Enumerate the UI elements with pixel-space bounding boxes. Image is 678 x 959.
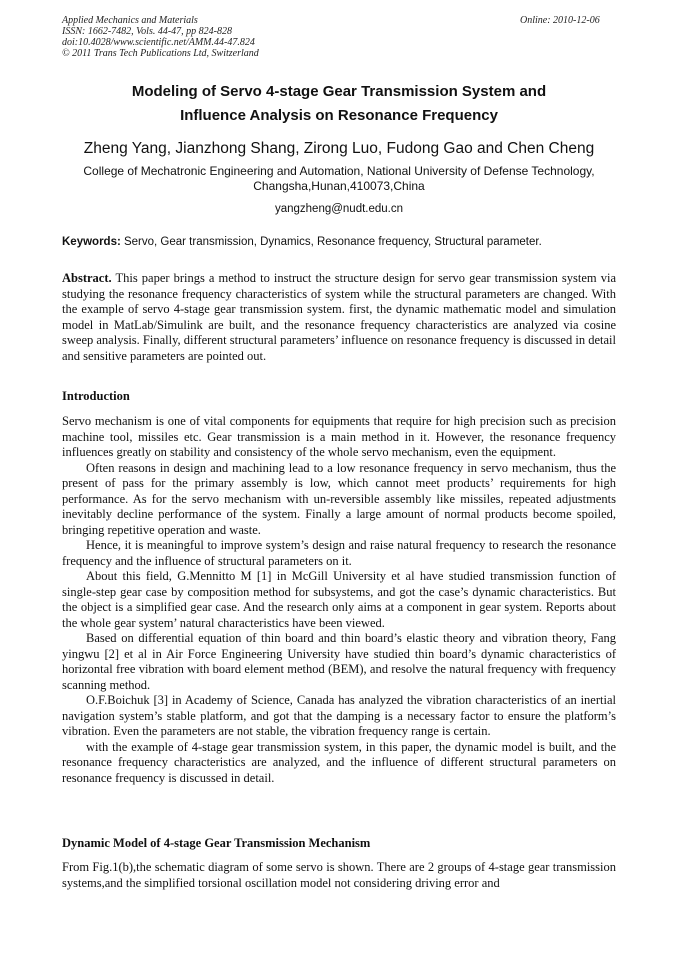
journal-header xyxy=(62,15,259,59)
intro-paragraph: Hence, it is meaningful to improve system’s design and raise natural frequency to research the resonance frequency and the influence of structural parameters on it. xyxy=(62,538,616,568)
affiliation-line-1: College of Mechatronic Engineering and Automation, National University of Defense Technology, xyxy=(83,164,595,178)
affiliation xyxy=(62,164,616,194)
issn-line: ISSN: 1662-7482, Vols. 44-47, pp 824-828 xyxy=(62,26,232,37)
author-list: Zheng Yang, Jianzhong Shang, Zirong Luo, Fudong Gao and Chen Cheng xyxy=(83,140,595,157)
dynamic-model-paragraph: From Fig.1(b),the schematic diagram of some servo is shown. There are 2 groups of 4-stage gear transmission systems,and the simplified torsional oscillation model not considering driving error and xyxy=(62,860,616,890)
dynamic-model-heading: Dynamic Model of 4-stage Gear Transmission Mechanism xyxy=(62,836,371,850)
intro-paragraph: About this field, G.Mennitto M [1] in McGill University et al have studied transmission function of single-step gear case by composition method for subsystems, and got the case’s dynamic characteristics. But the object is a simplified gear case. And the research only aims at a component in gear system. Reports about the whole gear system’ natural characteristics have been viewed. xyxy=(62,569,616,630)
keywords-label: Keywords: xyxy=(62,236,121,248)
introduction-body xyxy=(62,414,616,786)
abstract-label: Abstract. xyxy=(62,271,112,285)
abstract xyxy=(62,271,616,364)
doi-line: doi:10.4028/www.scientific.net/AMM.44-47.824 xyxy=(62,37,255,48)
copyright-line: © 2011 Trans Tech Publications Ltd, Switzerland xyxy=(62,48,259,59)
affiliation-line-2: Changsha,Hunan,410073,China xyxy=(253,179,425,193)
abstract-text: This paper brings a method to instruct the structure design for servo gear transmission system via studying the resonance frequency characteristics of system while the structural parameters are changed. With the example of servo 4-stage gear transmission system. first, the dynamic mathematic model and simulation model in MatLab/Simulink are built, and the resonance frequency characteristics are analyzed via cosine sweep analysis. Finally, different structural parameters’ influence on resonance frequency is discussed in detail and sensitive parameters are pointed out. xyxy=(62,271,616,363)
paper-title xyxy=(62,80,616,128)
title-line-2: Influence Analysis on Resonance Frequency xyxy=(180,107,498,124)
journal-name: Applied Mechanics and Materials xyxy=(62,15,198,26)
intro-paragraph: O.F.Boichuk [3] in Academy of Science, Canada has analyzed the vibration characteristics of an inertial navigation system’s stable platform, and got that the damping is a necessary factor to ensure the platform’s vibration. Even the parameters are not stable, the vibration frequency range is certain. xyxy=(62,693,616,738)
intro-paragraph: Based on differential equation of thin board and thin board’s elastic theory and vibration theory, Fang yingwu [2] et al in Air Force Engineering University have studied thin board’s dynamic characteristics of horizontal free vibration with board element method (BEM), and resolve the natural frequency with frequency scanning method. xyxy=(62,631,616,692)
intro-paragraph: Often reasons in design and machining lead to a low resonance frequency in servo mechanism, thus the present of pass for the primary assembly is low, which cannot meet products’ requirements for high performance. As for the servo mechanism with un-reversible assembly like missiles, repeated adjustments inevitably decline performance of the system. Finally a large amount of normal products become spoiled, bringing repetitive operation and waste. xyxy=(62,460,616,537)
keywords xyxy=(62,235,616,249)
intro-paragraph: Servo mechanism is one of vital components for equipments that require for high precision such as precision machine tool, missiles etc. Gear transmission is a main method in it. However, the resonance frequency influences greatly on stability and consistency of the whole servo mechanism, even the equipment. xyxy=(62,414,616,459)
online-date: Online: 2010-12-06 xyxy=(520,15,600,26)
intro-paragraph: with the example of 4-stage gear transmission system, in this paper, the dynamic model is built, and the resonance frequency characteristics are analyzed, and the influence of different structural parameters on resonance frequency is discussed in detail. xyxy=(62,739,616,785)
keywords-text: Servo, Gear transmission, Dynamics, Resonance frequency, Structural parameter. xyxy=(120,236,542,248)
title-line-1: Modeling of Servo 4-stage Gear Transmission System and xyxy=(131,83,547,100)
introduction-heading: Introduction xyxy=(62,389,130,403)
author-email: yangzheng@nudt.edu.cn xyxy=(274,203,404,215)
